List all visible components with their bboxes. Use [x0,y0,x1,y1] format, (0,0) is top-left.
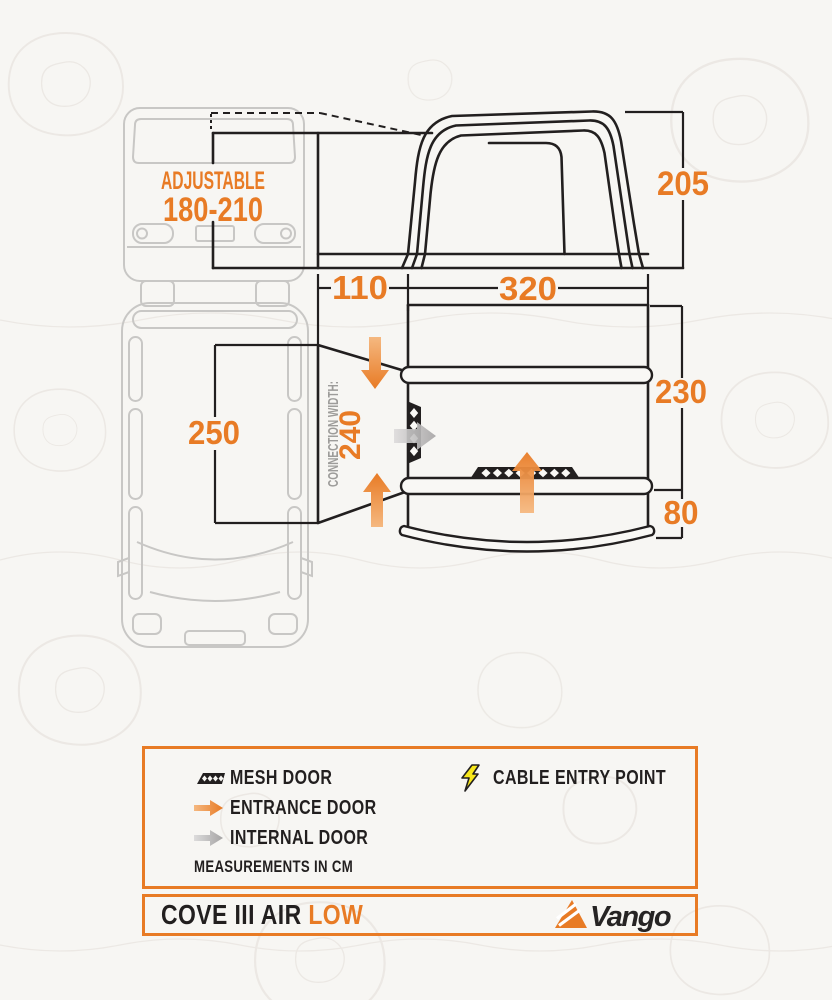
legend-item-label: CABLE ENTRY POINT [493,766,667,789]
legend-item-entrance-door [194,793,413,823]
connection-width-value: 240 [334,409,367,460]
vango-logo [553,897,679,933]
entrance-door-arrow-bottom [363,473,391,527]
adjustable-range-value: 180-210 [163,191,263,229]
awning-height-value: 205 [657,165,709,203]
air-beam-inner [422,130,622,268]
legend-item-mesh-door [194,763,413,793]
legend-item-label: INTERNAL DOOR [230,826,369,849]
front-canopy-curve [400,526,654,552]
elevation-dimensions [318,112,683,345]
vango-logo-mark [555,900,587,928]
awning-side-elevation [213,111,683,268]
internal-door-icon [194,829,230,847]
product-name: COVE III AIR [161,899,302,930]
product-title-bar [142,894,698,936]
awning-floor-plan [318,305,648,535]
legend-item-label: MESH DOOR [230,766,333,789]
mesh-door-icon [194,770,230,787]
awning-width-value: 320 [499,270,557,307]
front-door-seam [489,143,565,254]
cable-entry-icon [459,764,493,792]
legend-item-label: ENTRANCE DOOR [230,796,377,819]
floor-plan-dimensions [215,306,682,538]
product-variant: LOW [308,899,364,930]
entrance-door-arrow-top [361,337,389,389]
adjustable-label: ADJUSTABLE [161,167,265,195]
legend-box [142,746,698,889]
plan-beam-rear [401,367,652,383]
legend-item-internal-door [194,823,413,853]
legend-list [194,763,413,877]
vango-logo-text: Vango [590,901,671,933]
legend-item-cable-entry [459,763,709,793]
measurements-note: MEASUREMENTS IN CM [194,858,354,876]
van-side-length-value: 250 [188,414,240,451]
front-canopy-depth-value: 80 [663,494,699,531]
main-room-depth-value: 230 [655,373,707,410]
product-title [161,899,363,931]
connection-depth-value: 110 [332,269,388,306]
entrance-door-icon [194,799,230,817]
connection-width-label: CONNECTION WIDTH: [326,333,342,487]
